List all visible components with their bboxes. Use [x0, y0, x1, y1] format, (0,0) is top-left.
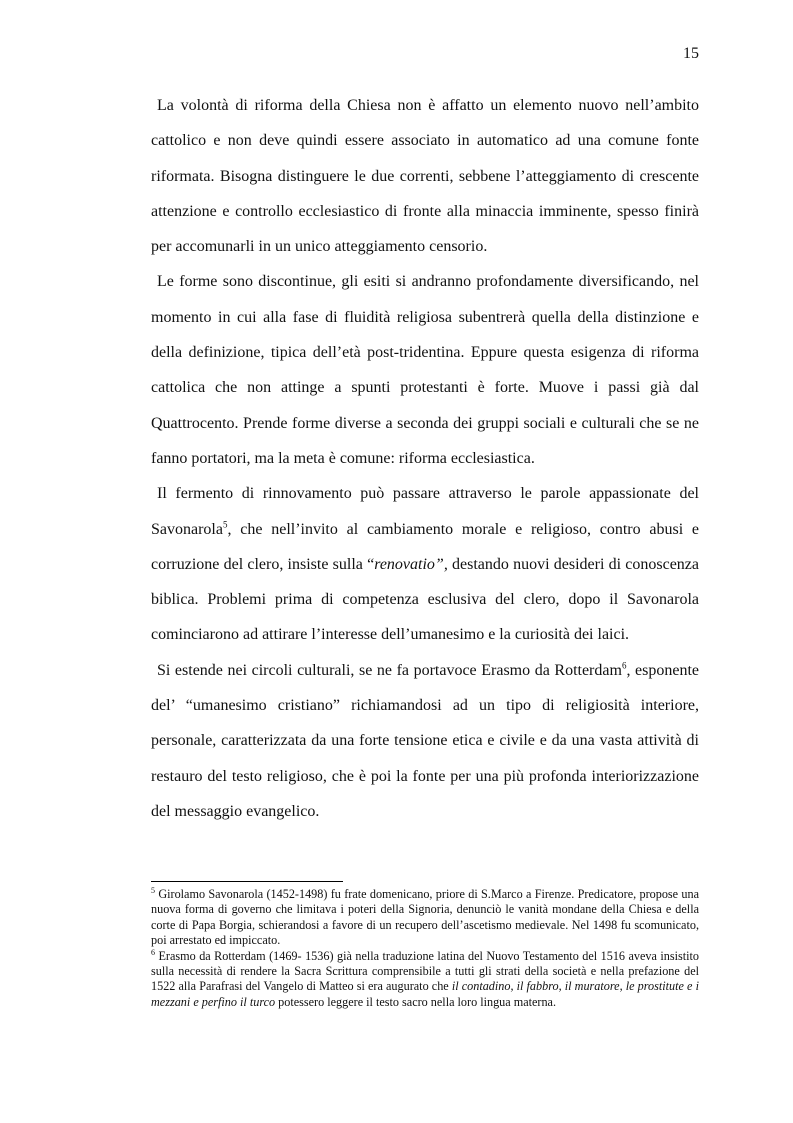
page-number: 15 [683, 45, 699, 62]
paragraph-1 [151, 88, 699, 264]
paragraph-3-text-c: destando nuovi desideri di conoscenza biblica. Problemi prima di competenza esclusiva del clero, dopo il Savonarola cominciarono ad attirare l’interesse dell’umanesimo e la curiosità dei laici. [151, 555, 700, 644]
footnote-6 [151, 949, 699, 1011]
footnote-separator [151, 881, 343, 882]
paragraph-3-italic: renovatio”, [374, 555, 448, 573]
footnote-ref-6: 6 [621, 660, 627, 671]
footnote-6-text-a: Erasmo da Rotterdam (1469- 1536) già nella traduzione latina del Nuovo Testamento del 1516 aveva insistito sulla necessità di rendere la Sacra Scrittura comprensibile a tutti gli strati della società e nella prefazione del 1522 alla Parafrasi del Vangelo di Matteo si era augurato che [151, 948, 699, 994]
footnote-6-number: 6 [151, 947, 155, 957]
paragraph-4-text-b: , esponente del’ “umanesimo cristiano” richiamandosi ad un tipo di religiosità interiore, personale, caratterizzata da una forte tensione etica e civile e da una vasta attività di restauro del testo religioso, che è poi la fonte per una più profonda interiorizzazione del messaggio evangelico. [151, 661, 699, 820]
body-text [151, 88, 699, 829]
paragraph-3-text-a: Il fermento di rinnovamento può passare attraverso le parole appassionate del Savonarola [151, 485, 699, 538]
footnotes [151, 887, 699, 1010]
paragraph-1-text: La volontà di riforma della Chiesa non è affatto un elemento nuovo nell’ambito cattolico e non deve quindi essere associato in automatico ad una comune fonte riformata. Bisogna distinguere le due correnti, sebbene l’atteggiamento di crescente attenzione e controllo ecclesiastico di fronte alla minaccia imminente, spesso finirà per accomunarli in un unico atteggiamento censorio. [151, 97, 699, 256]
footnote-6-italic: il contadino, il fabbro, il muratore, le prostitute e i mezzani e perfino il turco [151, 979, 699, 1009]
footnote-6-text-b: potessero leggere il testo sacro nella loro lingua materna. [275, 994, 557, 1009]
footnote-5-number: 5 [151, 885, 155, 895]
paragraph-2 [151, 264, 699, 476]
footnote-5-text: Girolamo Savonarola (1452-1498) fu frate domenicano, priore di S.Marco a Firenze. Predicatore, propose una nuova forma di governo che limitava i poteri della Signoria, denunciò le vanità mondane della Chiesa e della corte di Papa Borgia, schierandosi a favore di un recupero dell’ascetismo medievale. Nel 1498 fu scomunicato, poi arrestato ed impiccato. [151, 887, 699, 948]
paragraph-4-text-a: Si estende nei circoli culturali, se ne fa portavoce Erasmo da Rotterdam [157, 661, 622, 679]
paragraph-3-text-b: , che nell’invito al cambiamento morale e religioso, contro abusi e corruzione del clero, insiste sulla “ [151, 520, 699, 573]
paragraph-4 [151, 653, 699, 829]
paragraph-2-text: Le forme sono discontinue, gli esiti si andranno profondamente diversificando, nel momento in cui alla fase di fluidità religiosa subentrerà quella della distinzione e della definizione, tipica dell’età post-tridentina. Eppure questa esigenza di riforma cattolica che non attinge a spunti protestanti è forte. Muove i passi già dal Quattrocento. Prende forme diverse a seconda dei gruppi sociali e culturali che se ne fanno portatori, ma la meta è comune: riforma ecclesiastica. [151, 273, 699, 467]
footnote-5 [151, 887, 699, 949]
footnote-ref-5: 5 [222, 519, 228, 530]
paragraph-3 [151, 476, 699, 652]
